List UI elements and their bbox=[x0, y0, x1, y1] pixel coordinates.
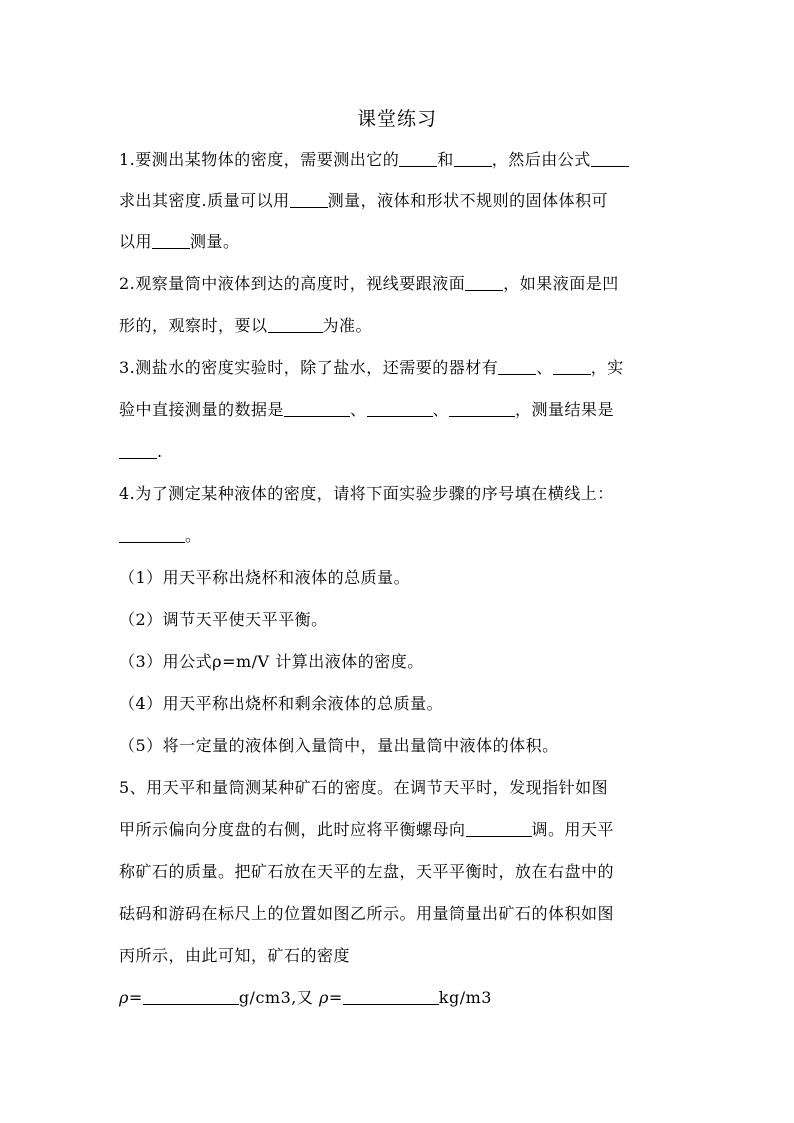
q4-step-4: （4）用天平称出烧杯和剩余液体的总质量。 bbox=[119, 694, 444, 713]
q1-blank-3[interactable] bbox=[591, 150, 629, 167]
q2-text-c: 形的，观察时，要以 bbox=[119, 316, 268, 335]
q5-eq-2: = bbox=[328, 988, 343, 1007]
q2-text-d: 为准。 bbox=[322, 316, 373, 335]
rho-symbol-2: ρ bbox=[318, 988, 329, 1007]
q5-text-a: 5、用天平和量筒测某种矿石的密度。在调节天平时，发现指针如图 bbox=[119, 778, 609, 797]
q4-step-3: （3）用公式ρ=m/V 计算出液体的密度。 bbox=[119, 652, 424, 671]
q2-line-1 bbox=[119, 272, 619, 296]
q1-text-g: 测量。 bbox=[190, 232, 240, 251]
q3-blank-4[interactable] bbox=[367, 400, 433, 417]
q1-line-1 bbox=[119, 148, 629, 172]
q5-line-3 bbox=[119, 860, 614, 884]
q5-text-c: 调。用天平 bbox=[531, 820, 615, 839]
q1-line-3 bbox=[119, 230, 240, 254]
q4-step-5: （5）将一定量的液体倒入量筒中，量出量筒中液体的体积。 bbox=[119, 736, 559, 755]
q5-blank-1[interactable] bbox=[466, 820, 532, 837]
q3-blank-3[interactable] bbox=[284, 400, 350, 417]
q3-text-e: 、 bbox=[350, 400, 367, 419]
page-title: 课堂练习 bbox=[356, 108, 437, 130]
q5-line-2 bbox=[119, 818, 614, 842]
q3-text-h: . bbox=[157, 442, 163, 461]
q3-text-a: 3.测盐水的密度实验时，除了盐水，还需要的器材有 bbox=[119, 358, 499, 377]
q5-eq-1: = bbox=[128, 988, 143, 1007]
q2-text-b: ，如果液面是凹 bbox=[503, 274, 619, 293]
q2-text-a: 2.观察量筒中液体到达的高度时，视线要跟液面 bbox=[119, 274, 466, 293]
q5-line-5 bbox=[119, 944, 350, 968]
q5-text-f: 丙所示，由此可知，矿石的密度 bbox=[119, 946, 351, 965]
q5-unit-2: kg/m3 bbox=[438, 988, 492, 1007]
q4-text-b: 。 bbox=[185, 526, 202, 545]
q1-blank-5[interactable] bbox=[152, 232, 190, 249]
rho-symbol-1: ρ bbox=[119, 988, 129, 1007]
q1-text-d: 求出其密度.质量可以用 bbox=[119, 191, 290, 210]
q3-text-g: ，测量结果是 bbox=[515, 400, 615, 419]
q1-line-2 bbox=[119, 189, 608, 213]
q5-text-b: 甲所示偏向分度盘的右侧，此时应将平衡螺母向 bbox=[119, 820, 466, 839]
q4-text-a: 4.为了测定某种液体的密度，请将下面实验步骤的序号填在横线上： bbox=[119, 484, 614, 503]
q5-blank-3[interactable] bbox=[343, 988, 439, 1005]
q3-text-d: 验中直接测量的数据是 bbox=[119, 400, 285, 419]
q2-blank-2[interactable] bbox=[268, 316, 323, 333]
q1-blank-4[interactable] bbox=[290, 191, 328, 208]
q4-blank-1[interactable] bbox=[119, 526, 185, 543]
q1-text-c: ，然后由公式 bbox=[491, 150, 591, 169]
q3-text-f: 、 bbox=[432, 400, 450, 419]
q5-text-e: 砝码和游码在标尺上的位置如图乙所示。用量筒量出矿石的体积如图 bbox=[119, 904, 615, 923]
q4-line-1 bbox=[119, 482, 614, 506]
q5-line-4 bbox=[119, 902, 614, 926]
q4-step-1: （1）用天平称出烧杯和液体的总质量。 bbox=[119, 568, 411, 587]
q3-line-3 bbox=[119, 440, 163, 464]
q5-text-d: 称矿石的质量。把矿石放在天平的左盘，天平平衡时，放在右盘中的 bbox=[119, 862, 615, 881]
q1-text-e: 测量，液体和形状不规则的固体体积可 bbox=[327, 191, 609, 210]
q5-unit-1: g/cm3,又 bbox=[238, 988, 314, 1007]
q3-line-1 bbox=[119, 356, 624, 380]
q5-line-1 bbox=[119, 776, 608, 800]
q3-blank-5[interactable] bbox=[449, 400, 515, 417]
q3-blank-1[interactable] bbox=[498, 358, 536, 375]
q2-blank-1[interactable] bbox=[465, 274, 503, 291]
q3-blank-6[interactable] bbox=[119, 442, 157, 459]
q3-line-2 bbox=[119, 398, 614, 422]
q2-line-2 bbox=[119, 314, 372, 338]
q5-line-6 bbox=[119, 986, 492, 1010]
q1-text-a: 1.要测出某物体的密度，需要测出它的 bbox=[119, 150, 400, 169]
q1-blank-2[interactable] bbox=[454, 150, 492, 167]
q1-blank-1[interactable] bbox=[399, 150, 437, 167]
q5-blank-2[interactable] bbox=[143, 988, 239, 1005]
q3-text-c: ，实 bbox=[590, 358, 624, 377]
q1-text-b: 和 bbox=[437, 150, 454, 169]
q3-blank-2[interactable] bbox=[553, 358, 591, 375]
q1-text-f: 以用 bbox=[119, 232, 153, 251]
q3-text-b: 、 bbox=[536, 358, 553, 377]
q4-line-2 bbox=[119, 524, 202, 548]
q4-step-2: （2）调节天平使天平平衡。 bbox=[119, 610, 328, 629]
